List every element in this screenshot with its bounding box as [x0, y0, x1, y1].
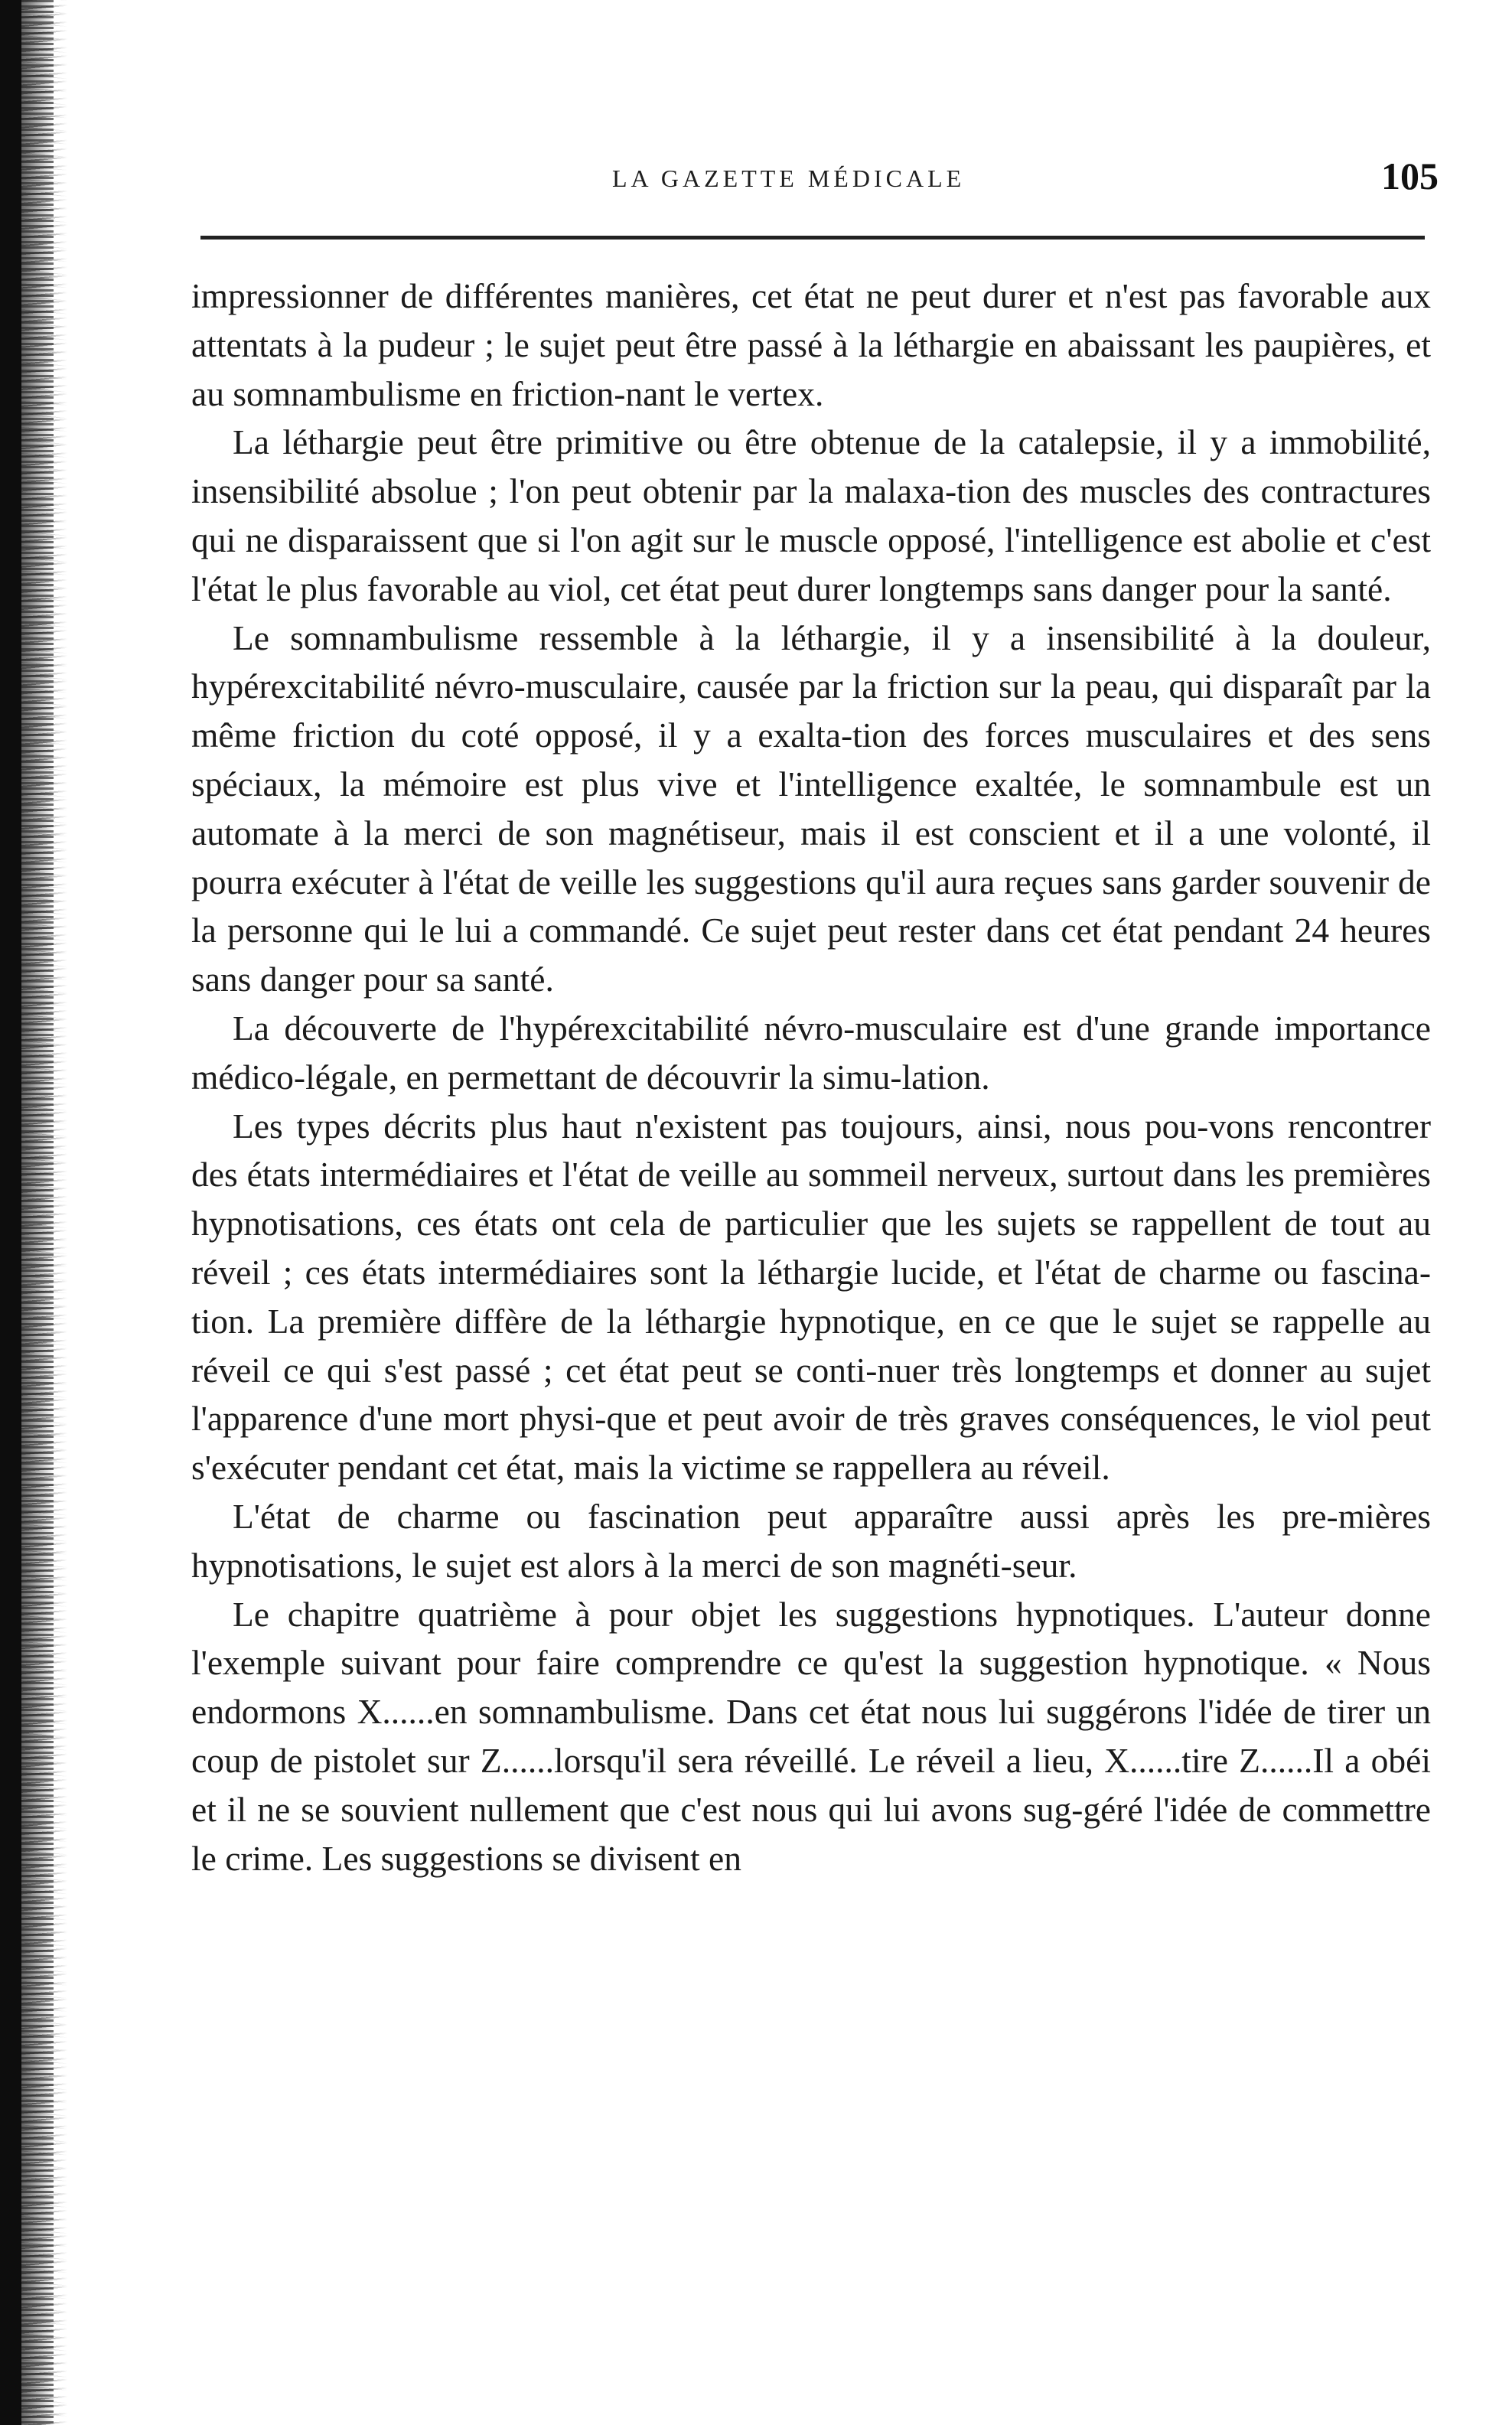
binding-shadow [0, 0, 21, 2425]
page-number: 105 [1381, 155, 1439, 197]
paragraph-types: Les types décrits plus haut n'existent pas toujours, ainsi, nous pou-vons rencontrer des états intermédiaires et l'état de veille au sommeil nerveux, surtout dans les premières hypnotisations, ces états ont cela de particulier que les sujets se rappellent de tout au réveil ; ces états intermédiaires sont la léthargie lucide, et l'état de charme ou fascina-tion. La première diffère de la léthargie hypnotique, en ce que le sujet se rappelle au réveil ce qui s'est passé ; cet état peut se conti-nuer très longtemps et donner au sujet l'apparence d'une mort physi-que et peut avoir de très graves conséquences, le viol peut s'exécuter pendant cet état, mais la victime se rappellera au réveil. [191, 1106, 1431, 1488]
running-title: LA GAZETTE MÉDICALE [612, 165, 966, 192]
paragraph-continuation: impressionner de différentes manières, cet état ne peut durer et n'est pas favorable aux attentats à la pudeur ; le sujet peut être passé à la léthargie en abaissant les paupières, et au somnambulisme en friction-nant le vertex. [191, 276, 1431, 413]
text-body [191, 272, 1431, 1882]
paragraph-chapitre-quatrieme: Le chapitre quatrième à pour objet les suggestions hypnotiques. L'auteur donne l'exemple suivant pour faire comprendre ce qu'est la suggestion hypnotique. « Nous endormons X......en somnambulisme. Dans cet état nous lui suggérons l'idée de tirer un coup de pistolet sur Z......lorsqu'il sera réveillé. Le réveil a lieu, X......tire Z......Il a obéi et il ne se souvient nullement que c'est nous qui lui avons sug-géré l'idée de commettre le crime. Les suggestions se divisent en [191, 1594, 1431, 1878]
paragraph-decouverte: La découverte de l'hypérexcitabilité névro-musculaire est d'une grande importance médico-légale, en permettant de découvrir la simu-lation. [191, 1008, 1431, 1097]
running-head [199, 155, 1439, 204]
paragraph-charme: L'état de charme ou fascination peut apparaître aussi après les pre-mières hypnotisations, le sujet est alors à la merci de son magnéti-seur. [191, 1496, 1431, 1585]
binding-speckle [21, 0, 67, 2425]
paragraph-lethargie: La léthargie peut être primitive ou être obtenue de la catalepsie, il y a immobilité, insensibilité absolue ; l'on peut obtenir par la malaxa-tion des muscles des contractures qui ne disparaissent que si l'on agit sur le muscle opposé, l'intelligence est abolie et c'est l'état le plus favorable au viol, cet état peut durer longtemps sans danger pour la santé. [191, 422, 1431, 608]
paragraph-somnambulisme: Le somnambulisme ressemble à la léthargie, il y a insensibilité à la douleur, hypérexcitabilité névro-musculaire, causée par la friction sur la peau, qui disparaît par la même friction du coté opposé, il y a exalta-tion des forces musculaires et des sens spéciaux, la mémoire est plus vive et l'intelligence exaltée, le somnambule est un automate à la merci de son magnétiseur, mais il est conscient et il a une volonté, il pourra exécuter à l'état de veille les suggestions qu'il aura reçues sans garder souvenir de la personne qui le lui a commandé. Ce sujet peut rester dans cet état pendant 24 heures sans danger pour sa santé. [191, 618, 1431, 999]
header-rule [200, 236, 1425, 240]
